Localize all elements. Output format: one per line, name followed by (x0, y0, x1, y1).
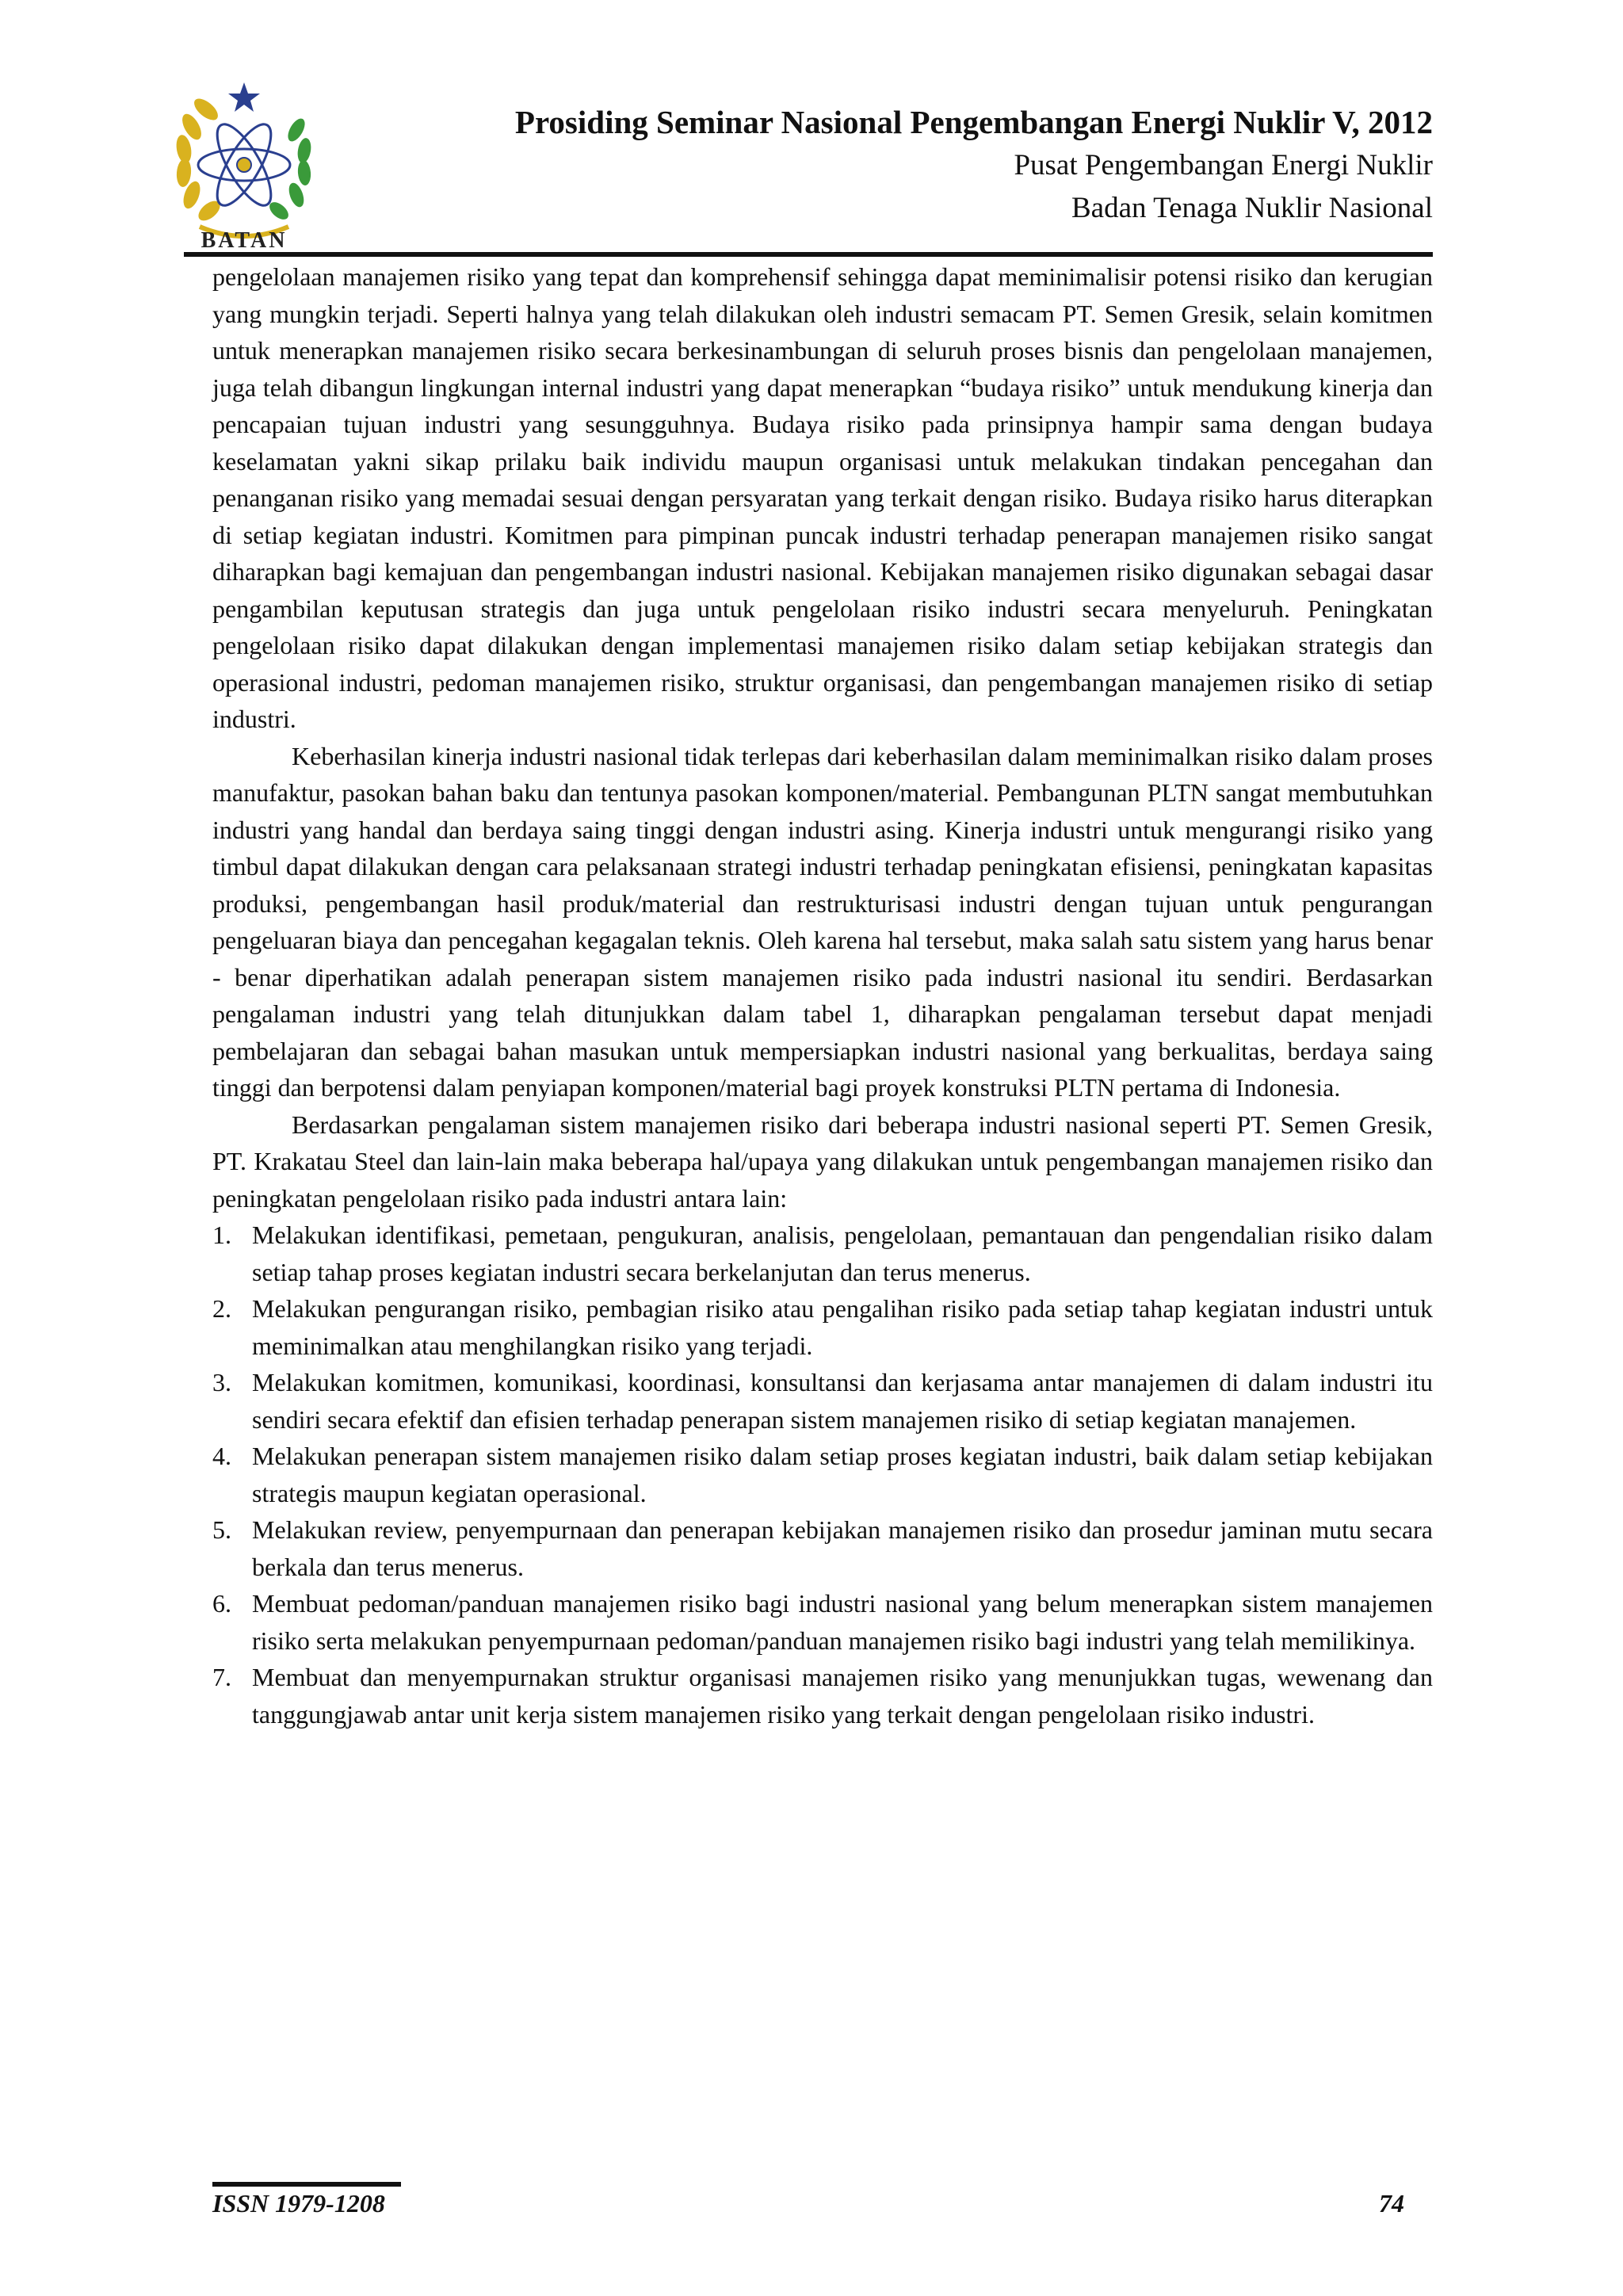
institution-center: Pusat Pengembangan Energi Nuklir (1014, 149, 1433, 181)
institution-agency: Badan Tenaga Nuklir Nasional (1071, 192, 1433, 224)
list-item-number: 5. (212, 1515, 231, 1544)
issn-label: ISSN 1979-1208 (212, 2189, 385, 2218)
page-body (212, 258, 1433, 1733)
list-item-text: Membuat dan menyempurnakan struktur organisasi manajemen risiko yang menunjukkan tugas, wewenang dan tanggungjawab antar unit kerja sistem manajemen risiko yang terkait dengan pengelolaan risiko industri. (252, 1663, 1433, 1729)
list-item-text: Melakukan penerapan sistem manajemen risiko dalam setiap proses kegiatan industri, baik dalam setiap kebijakan strategis maupun kegiatan operasional. (252, 1442, 1433, 1507)
list-item (212, 1364, 1433, 1438)
recommendation-list (212, 1217, 1433, 1733)
list-item-number: 2. (212, 1294, 231, 1323)
header-divider (184, 252, 1433, 257)
proceedings-title: Prosiding Seminar Nasional Pengembangan Energi Nuklir V, 2012 (514, 104, 1433, 140)
paragraph-1: pengelolaan manajemen risiko yang tepat dan komprehensif sehingga dapat meminimalisir potensi risiko dan kerugian yang mungkin terjadi. Seperti halnya yang telah dilakukan oleh industri semacam PT. Semen Gresik, selain komitmen untuk menerapkan manajemen risiko secara berkesinambungan di seluruh proses bisnis dan pengelolaan manajemen, juga telah dibangun lingkungan internal industri yang dapat menerapkan “budaya risiko” untuk mendukung kinerja dan pencapaian tujuan industri yang sesungguhnya. Budaya risiko pada prinsipnya hampir sama dengan budaya keselamatan yakni sikap prilaku baik individu maupun organisasi untuk melakukan tindakan pencegahan dan penanganan risiko yang memadai sesuai dengan persyaratan yang terkait dengan risiko. Budaya risiko harus diterapkan di setiap kegiatan industri. Komitmen para pimpinan puncak industri terhadap penerapan manajemen risiko sangat diharapkan bagi kemajuan dan pengembangan industri nasional. Kebijakan manajemen risiko digunakan sebagai dasar pengambilan keputusan strategis dan juga untuk pengelolaan risiko industri secara menyeluruh. Peningkatan pengelolaan risiko dapat dilakukan dengan implementasi manajemen risiko dalam setiap kebijakan strategis dan operasional industri, pedoman manajemen risiko, struktur organisasi, dan pengembangan manajemen risiko di setiap industri. (212, 262, 1433, 733)
list-item (212, 1511, 1433, 1585)
laurel-left-icon (174, 95, 223, 225)
list-item-number: 7. (212, 1663, 231, 1691)
list-item-text: Melakukan identifikasi, pemetaan, pengukuran, analisis, pengelolaan, pemantauan dan pengendalian risiko dalam setiap tahap proses kegiatan industri secara berkelanjutan dan terus menerus. (252, 1221, 1433, 1286)
paragraph-2: Keberhasilan kinerja industri nasional tidak terlepas dari keberhasilan dalam meminimalkan risiko dalam proses manufaktur, pasokan bahan baku dan tentunya pasokan komponen/material. Pembangunan PLTN sangat membutuhkan industri yang handal dan berdaya saing tinggi dengan industri asing. Kinerja industri untuk mengurangi risiko yang timbul dapat dilakukan dengan cara pelaksanaan strategi industri terhadap peningkatan efisiensi, peningkatan kapasitas produksi, pengembangan hasil produk/material dan restrukturisasi industri dengan tujuan untuk pengurangan pengeluaran biaya dan pencegahan kegagalan teknis. Oleh karena hal tersebut, maka salah satu sistem yang harus benar - benar diperhatikan adalah penerapan sistem manajemen risiko pada industri nasional itu sendiri. Berdasarkan pengalaman industri yang telah ditunjukkan dalam tabel 1, diharapkan pengalaman tersebut dapat menjadi pembelajaran dan sebagai bahan masukan untuk mempersiapkan industri nasional yang berkualitas, berdaya saing tinggi dan berpotensi dalam penyiapan komponen/material bagi proyek konstruksi PLTN pertama di Indonesia. (212, 741, 1433, 1102)
list-item (212, 1438, 1433, 1511)
list-item-text: Melakukan review, penyempurnaan dan penerapan kebijakan manajemen risiko dan prosedur jaminan mutu secara berkala dan terus menerus. (252, 1515, 1433, 1581)
batan-logo (168, 76, 319, 250)
footer-divider (212, 2182, 401, 2187)
header-text (515, 100, 1433, 230)
list-item-text: Melakukan komitmen, komunikasi, koordinasi, konsultansi dan kerjasama antar manajemen di dalam industri itu sendiri secara efektif dan efisien terhadap penerapan sistem manajemen risiko di setiap kegiatan manajemen. (252, 1368, 1433, 1434)
list-item (212, 1659, 1433, 1733)
list-item (212, 1217, 1433, 1290)
page-number: 74 (1379, 2189, 1404, 2218)
list-item-text: Membuat pedoman/panduan manajemen risiko bagi industri nasional yang belum menerapkan sistem manajemen risiko serta melakukan penyempurnaan pedoman/panduan manajemen risiko bagi industri yang telah memilikinya. (252, 1589, 1433, 1655)
list-item-number: 1. (212, 1221, 231, 1249)
list-item (212, 1585, 1433, 1659)
paragraph-3: Berdasarkan pengalaman sistem manajemen risiko dari beberapa industri nasional seperti PT. Semen Gresik, PT. Krakatau Steel dan lain-lain maka beberapa hal/upaya yang dilakukan untuk pengembangan manajemen risiko dan peningkatan pengelolaan risiko pada industri antara lain: (212, 1110, 1433, 1213)
list-item-text: Melakukan pengurangan risiko, pembagian risiko atau pengalihan risiko pada setiap tahap kegiatan industri untuk meminimalkan atau menghilangkan risiko yang terjadi. (252, 1294, 1433, 1360)
list-item (212, 1290, 1433, 1364)
list-item-number: 4. (212, 1442, 231, 1470)
list-item-number: 3. (212, 1368, 231, 1396)
list-item-number: 6. (212, 1589, 231, 1618)
logo-text: BATAN (200, 228, 288, 250)
page-header (0, 0, 1623, 262)
star-icon (228, 82, 260, 112)
